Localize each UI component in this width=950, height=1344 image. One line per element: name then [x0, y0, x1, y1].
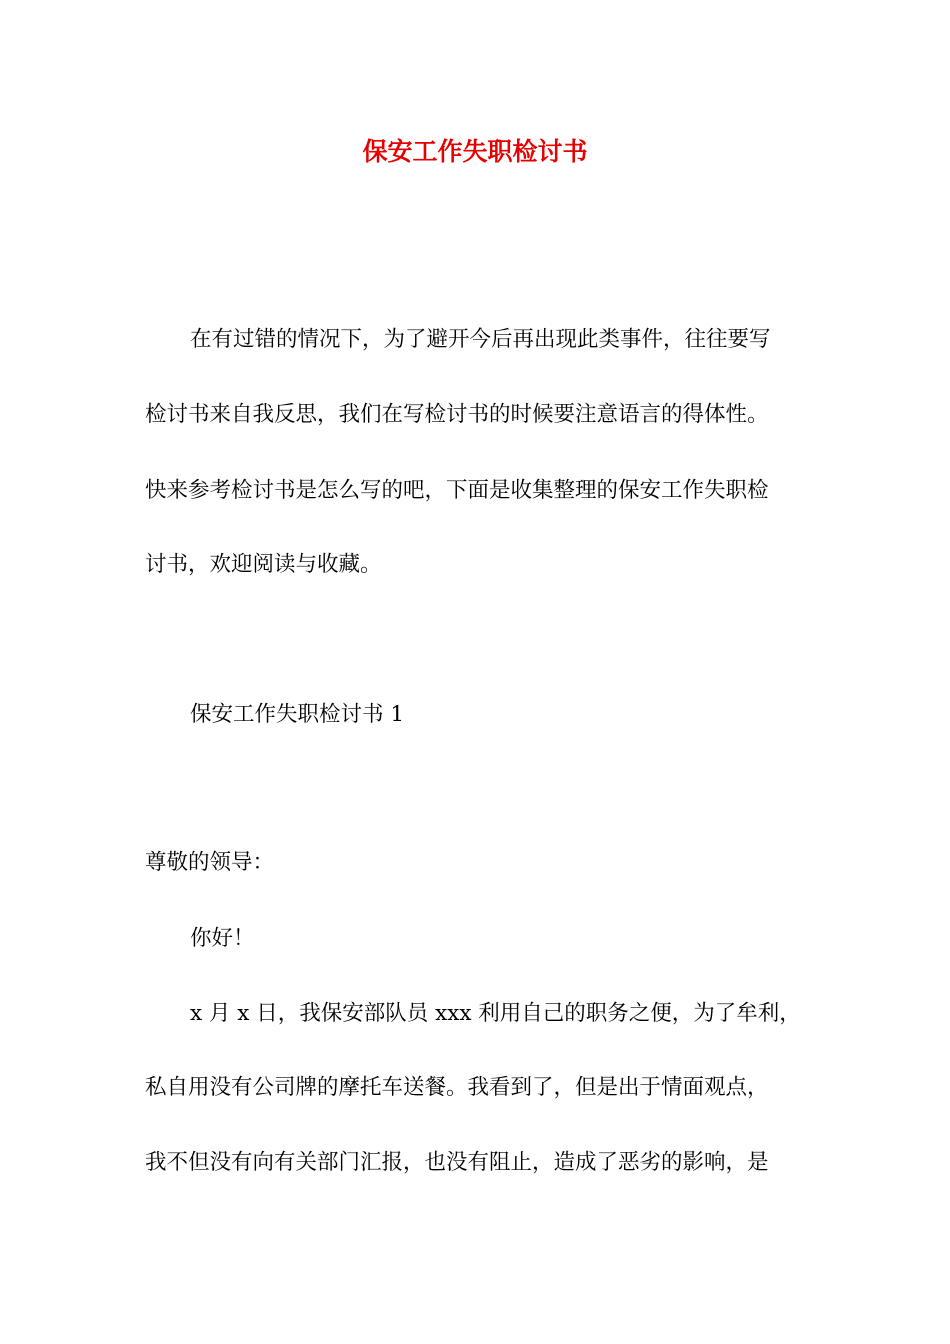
section-heading: 保安工作失职检讨书 1 — [190, 702, 405, 727]
intro-line-4: 讨书，欢迎阅读与收藏。 — [145, 552, 382, 577]
body-line-3: 我不但没有向有关部门汇报，也没有阻止，造成了恶劣的影响，是 — [145, 1150, 769, 1175]
intro-line-1: 在有过错的情况下，为了避开今后再出现此类事件，往往要写 — [190, 327, 771, 352]
salutation: 尊敬的领导： — [145, 850, 275, 875]
intro-line-2: 检讨书来自我反思，我们在写检讨书的时候要注意语言的得体性。 — [145, 402, 769, 427]
document-title: 保安工作失职检讨书 — [362, 137, 588, 166]
body-line-1: x 月 x 日，我保安部队员 xxx 利用自己的职务之便，为了牟利， — [190, 1001, 801, 1026]
greeting: 你好！ — [190, 926, 255, 951]
body-line-2: 私自用没有公司牌的摩托车送餐。我看到了，但是出于情面观点， — [145, 1075, 769, 1100]
intro-line-3: 快来参考检讨书是怎么写的吧，下面是收集整理的保安工作失职检 — [145, 478, 769, 503]
